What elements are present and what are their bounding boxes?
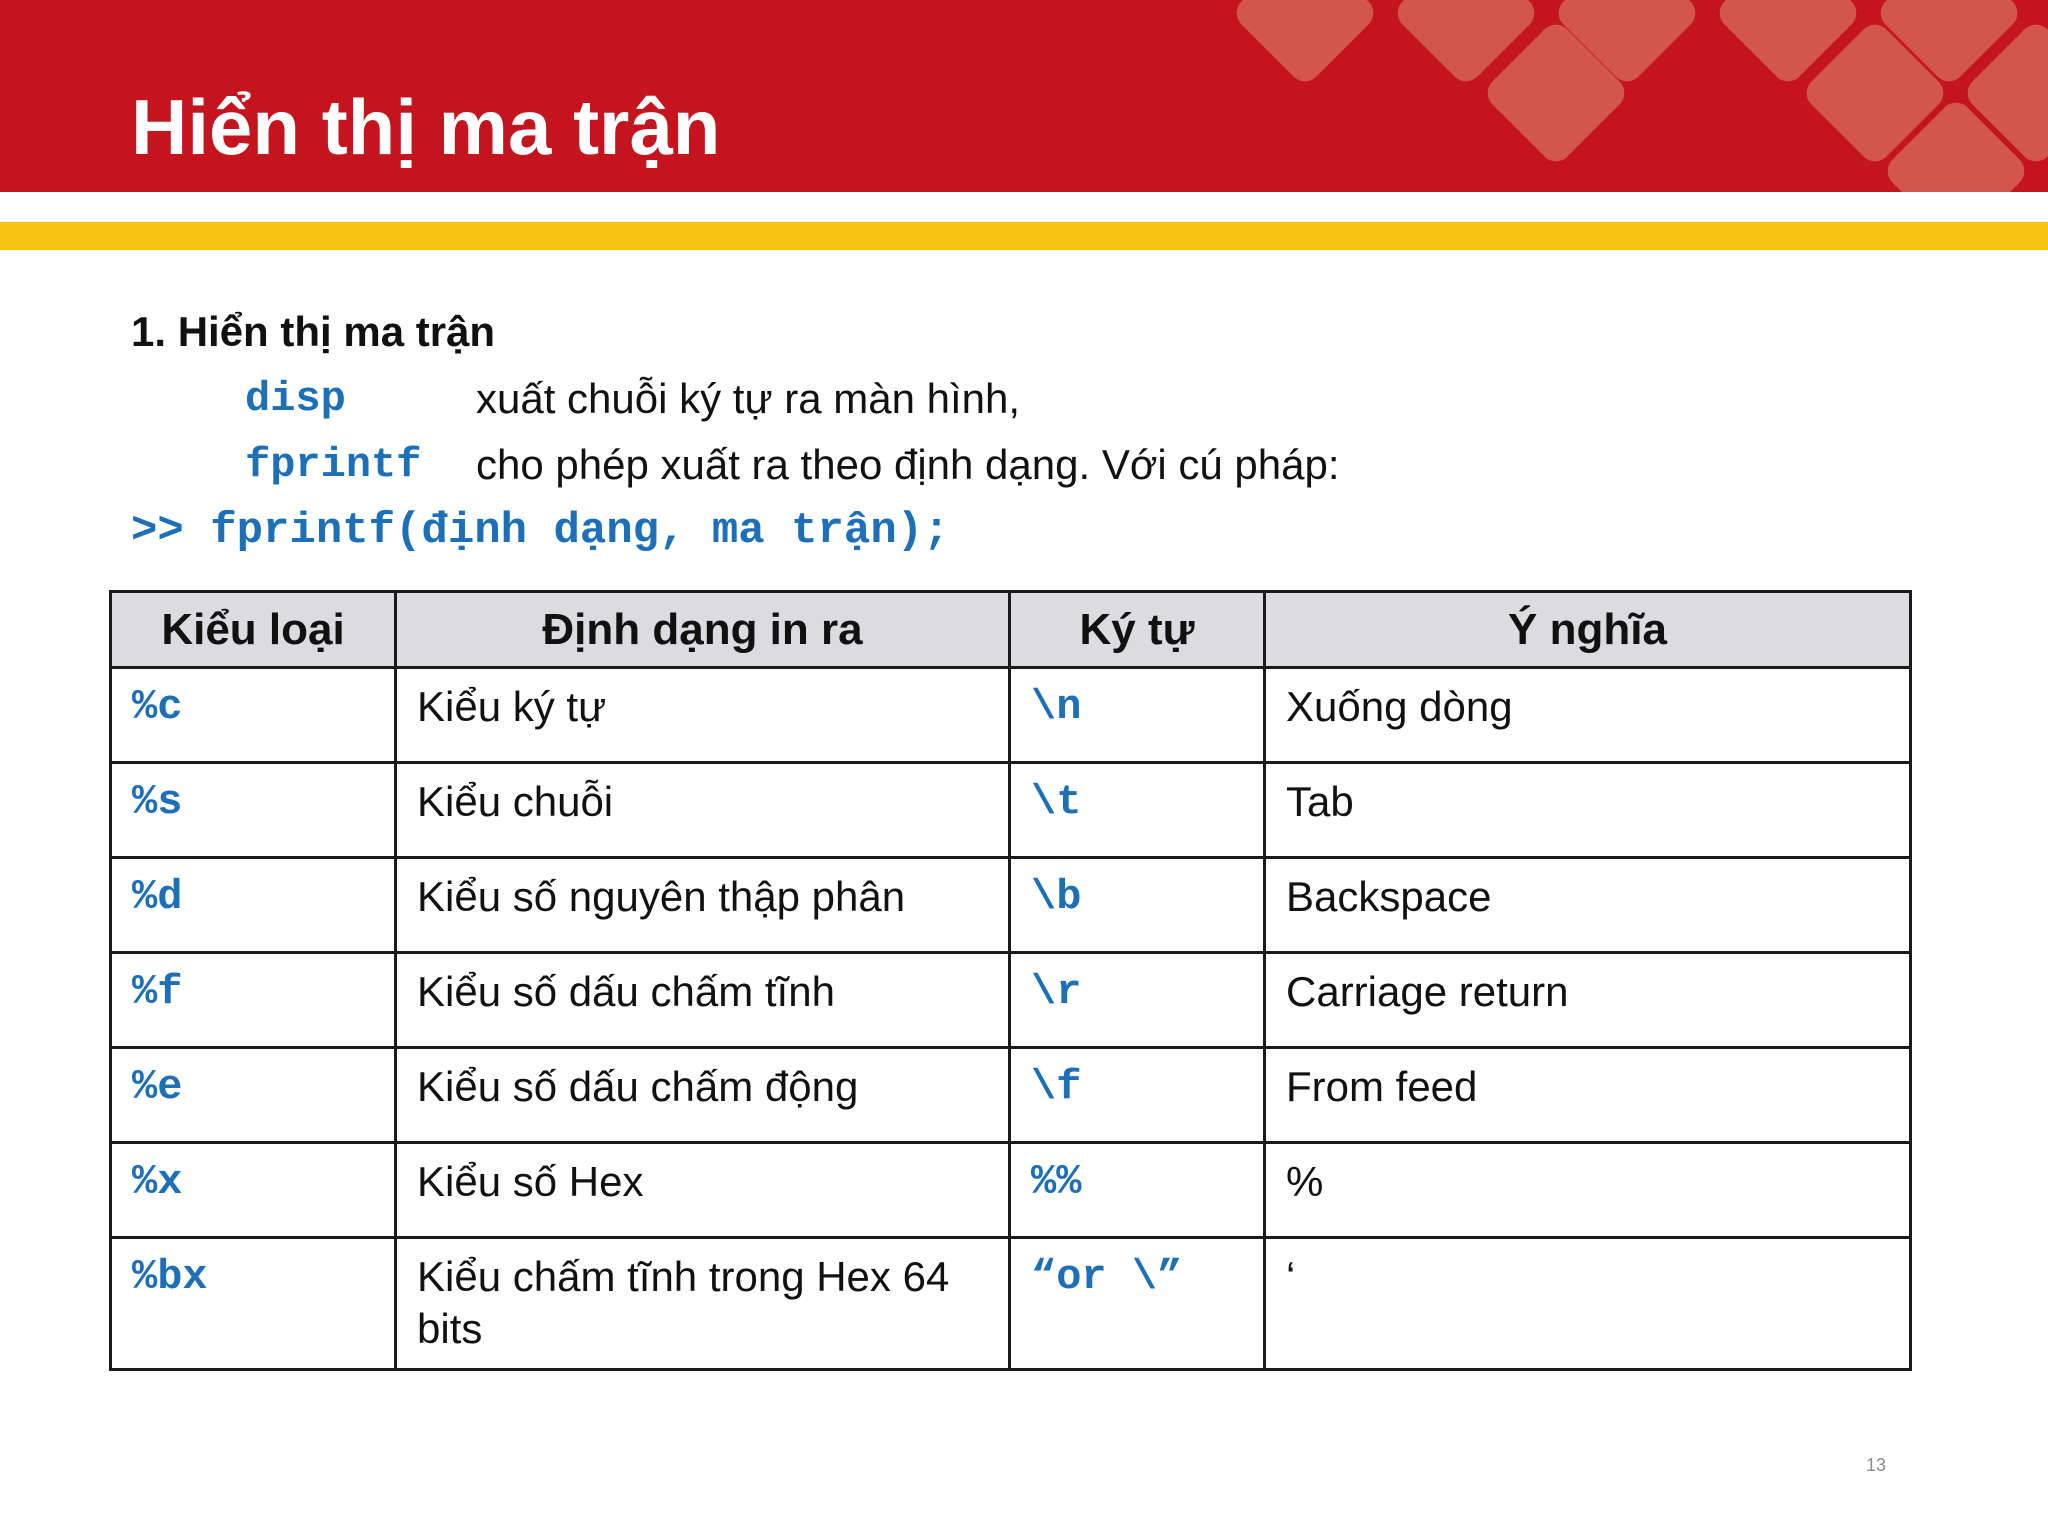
table-header-row <box>111 592 1911 668</box>
escape-character: \b <box>1010 858 1265 953</box>
format-specifier: %c <box>111 668 396 763</box>
format-specifier: %s <box>111 763 396 858</box>
escape-meaning: % <box>1265 1143 1911 1238</box>
format-table <box>109 590 1912 1371</box>
format-description: Kiểu ký tự <box>396 668 1010 763</box>
command-code: disp <box>245 375 346 423</box>
command-code: fprintf <box>245 441 422 489</box>
header-cell: Ý nghĩa <box>1265 592 1911 668</box>
table-row <box>111 953 1911 1048</box>
escape-meaning: Backspace <box>1265 858 1911 953</box>
escape-character: \r <box>1010 953 1265 1048</box>
header-cell: Định dạng in ra <box>396 592 1010 668</box>
format-description: Kiểu chấm tĩnh trong Hex 64 bits <box>396 1238 1010 1370</box>
syntax-example: >> fprintf(định dạng, ma trận); <box>131 506 950 556</box>
table-row <box>111 858 1911 953</box>
format-description: Kiểu số nguyên thập phân <box>396 858 1010 953</box>
escape-character: \f <box>1010 1048 1265 1143</box>
table-row <box>111 1238 1911 1370</box>
escape-character: “or \” <box>1010 1238 1265 1370</box>
page-number: 13 <box>1865 1455 1886 1475</box>
escape-meaning: Xuống dòng <box>1265 668 1911 763</box>
table-row <box>111 1143 1911 1238</box>
format-specifier: %f <box>111 953 396 1048</box>
format-description: Kiểu chuỗi <box>396 763 1010 858</box>
command-description: cho phép xuất ra theo định dạng. Với cú pháp: <box>476 441 1340 488</box>
format-description: Kiểu số dấu chấm động <box>396 1048 1010 1143</box>
escape-character: \n <box>1010 668 1265 763</box>
format-specifier: %bx <box>111 1238 396 1370</box>
table-row <box>111 1048 1911 1143</box>
table-row <box>111 763 1911 858</box>
escape-meaning: From feed <box>1265 1048 1911 1143</box>
escape-meaning: ‘ <box>1265 1238 1911 1370</box>
escape-character: %% <box>1010 1143 1265 1238</box>
header-cell: Kiểu loại <box>111 592 396 668</box>
format-description: Kiểu số dấu chấm tĩnh <box>396 953 1010 1048</box>
escape-meaning: Tab <box>1265 763 1911 858</box>
accent-bar <box>0 222 2048 250</box>
format-specifier: %e <box>111 1048 396 1143</box>
command-description: xuất chuỗi ký tự ra màn hình, <box>476 375 1021 422</box>
slide-header <box>0 0 2048 192</box>
table-row <box>111 668 1911 763</box>
section-heading: 1. Hiển thị ma trận <box>131 308 496 355</box>
escape-character: \t <box>1010 763 1265 858</box>
escape-meaning: Carriage return <box>1265 953 1911 1048</box>
slide-title: Hiển thị ma trận <box>131 83 721 171</box>
header-cell: Ký tự <box>1010 592 1265 668</box>
format-description: Kiểu số Hex <box>396 1143 1010 1238</box>
format-specifier: %d <box>111 858 396 953</box>
format-specifier: %x <box>111 1143 396 1238</box>
